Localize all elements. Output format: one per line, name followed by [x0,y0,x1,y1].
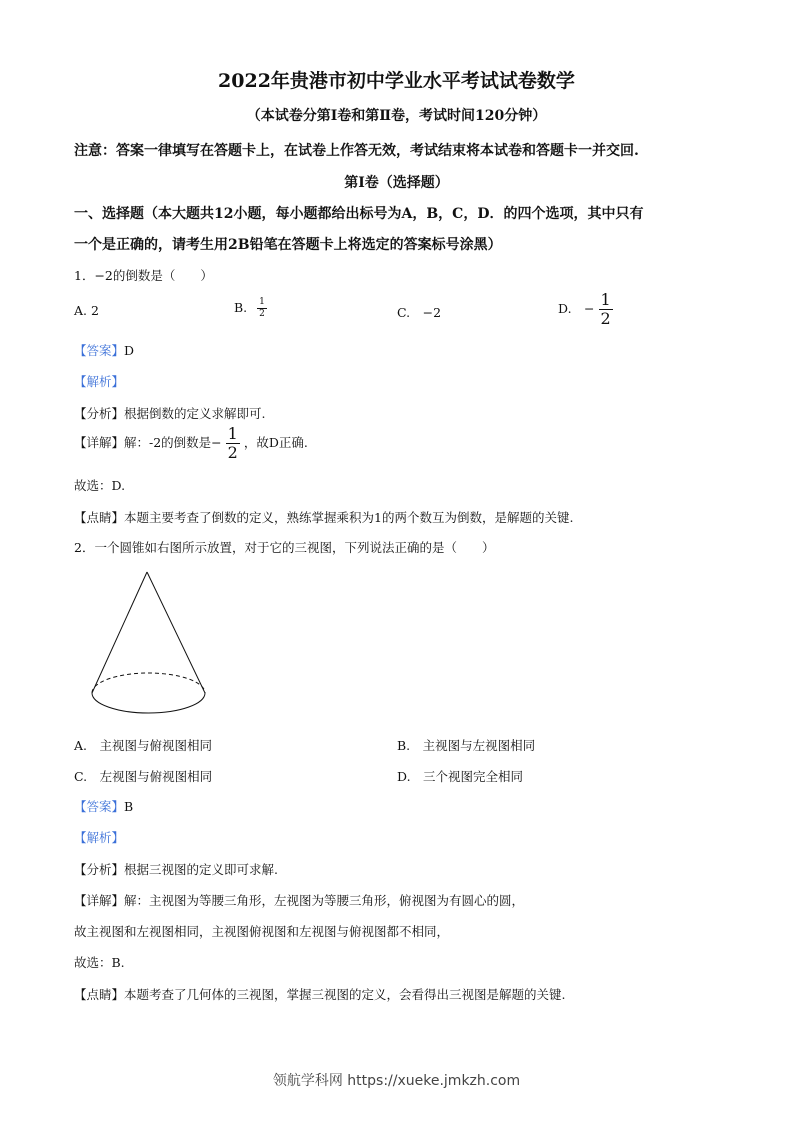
q2-choose: 故选：B. [74,955,125,970]
q2-option-c: C. 左视图与俯视图相同 [74,769,213,784]
q1-comment: 【点睛】本题主要考查了倒数的定义，熟练掌握乘积为1的两个数互为倒数，是解题的关键. [74,510,574,525]
fraction-denominator: 2 [600,309,611,328]
footer-watermark: 领航学科网 https://xueke.jmkzh.com [272,1073,521,1089]
q1-option-b-fraction [257,298,267,319]
q1-detail [74,426,308,461]
cone-base-front [92,693,205,713]
answer-value: D [124,343,135,358]
q1-analysis-tag: 【解析】 [74,374,125,389]
q2-option-a: A. 主视图与俯视图相同 [74,738,213,753]
section-heading-line1: 一、选择题（本大题共12小题，每小题都给出标号为A，B，C，D．的四个选项，其中只有 [74,206,644,222]
cone-left-edge [92,572,147,693]
fraction-denominator: 2 [259,309,265,319]
q2-analysis-tag: 【解析】 [74,830,125,845]
section-heading-line2: 一个是正确的，请考生用2B铅笔在答题卡上将选定的答案标号涂黑） [74,237,502,253]
answer-tag: 【答案】 [74,343,125,358]
q1-answer [74,341,134,359]
answer-value: B [124,799,134,814]
exam-notice: 注意：答案一律填写在答题卡上，在试卷上作答无效，考试结束将本试卷和答题卡一并交回. [74,143,639,159]
exam-title: 2022年贵港市初中学业水平考试试卷数学 [218,70,575,92]
q1-option-c: C. −2 [397,305,442,320]
cone-base-back [92,673,205,693]
q1-option-d [558,292,613,327]
q2-answer [74,797,133,815]
q2-option-b: B. 主视图与左视图相同 [397,738,536,753]
q2-detail-line1: 【详解】解：主视图为等腰三角形，左视图为等腰三角形，俯视图为有圆心的圆， [74,893,525,908]
exam-subtitle: （本试卷分第Ⅰ卷和第Ⅱ卷，考试时间120分钟） [246,108,547,124]
q1-detail-pre: 【详解】解：-2的倒数是− [74,435,222,450]
volume-heading: 第Ⅰ卷（选择题） [344,175,449,191]
q1-option-b [234,298,267,319]
q2-option-d: D. 三个视图完全相同 [397,769,524,784]
q2-stem: 2．一个圆锥如右图所示放置，对于它的三视图，下列说法正确的是（ ） [74,540,495,555]
q1-fenxi: 【分析】根据倒数的定义求解即可. [74,406,266,421]
fraction-numerator: 1 [259,297,265,307]
fraction-denominator: 2 [227,443,238,462]
cone-right-edge [147,572,205,693]
q1-option-b-label: B. [234,300,248,315]
q1-option-a: A. 2 [74,303,99,318]
q2-comment: 【点睛】本题考查了几何体的三视图，掌握三视图的定义，会看得出三视图是解题的关键. [74,987,566,1002]
q1-stem: 1．−2的倒数是（ ） [74,268,213,283]
q1-option-d-fraction [599,292,613,327]
q2-fenxi: 【分析】根据三视图的定义即可求解. [74,862,278,877]
q1-choose: 故选：D. [74,478,126,493]
q1-detail-fraction [226,426,240,461]
q2-detail-line2: 故主视图和左视图相同，主视图俯视图和左视图与俯视图都不相同， [74,924,450,939]
q1-option-d-label: D. − [558,301,595,316]
fraction-numerator: 1 [600,290,611,309]
q1-detail-post: ，故D正确. [243,435,308,450]
answer-tag: 【答案】 [74,799,125,814]
fraction-numerator: 1 [227,424,238,443]
cone-figure [84,566,224,716]
